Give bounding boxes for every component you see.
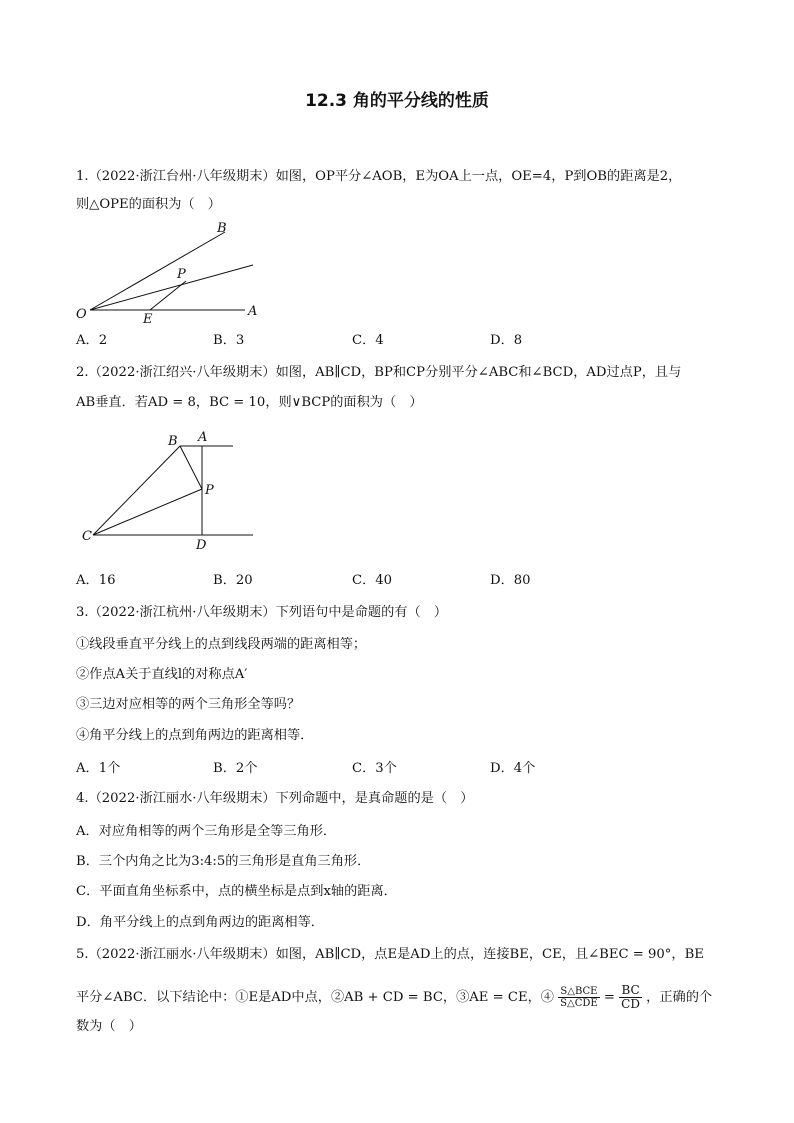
q2-stem-line1: 2.（2022·浙江绍兴·八年级期末）如图，AB∥CD，BP和CP分别平分∠ABC和∠BCD，AD过点P，且与 [76, 365, 682, 380]
q5-stem-line2-end: ，正确的个 [646, 990, 713, 1005]
q3-item-2: ②作点A关于直线l的对称点A′ [76, 667, 248, 682]
label-p: P [177, 267, 186, 282]
segment-bc [93, 446, 180, 535]
q4-option-a[interactable]: A．对应角相等的两个三角形是全等三角形． [76, 824, 337, 839]
label-p: P [205, 483, 214, 498]
q3-option-b[interactable]: B．2个 [213, 761, 258, 776]
segment-bp [180, 446, 202, 489]
label-o: O [76, 307, 87, 322]
q3-item-3: ③三边对应相等的两个三角形全等吗？ [76, 697, 301, 712]
page-title: 12.3 角的平分线的性质 [305, 91, 489, 111]
q2-option-b[interactable]: B．20 [213, 573, 253, 588]
ray-ob [90, 232, 225, 310]
q2-option-c[interactable]: C．40 [352, 573, 393, 588]
segment-pe [150, 281, 186, 310]
q2-option-a[interactable]: A．16 [76, 573, 116, 588]
q3-item-4: ④角平分线上的点到角两边的距离相等． [76, 728, 314, 743]
q2-stem-line2: AB垂直．若AD = 8，BC = 10，则∨BCP的面积为（ ） [76, 395, 423, 410]
q5-fraction-area-numerator: S△BCE [558, 986, 600, 998]
q1-option-d[interactable]: D．8 [490, 333, 523, 348]
q3-stem: 3.（2022·浙江杭州·八年级期末）下列语句中是命题的有（ ） [76, 605, 448, 620]
label-e: E [143, 312, 153, 327]
label-c: C [82, 529, 92, 544]
q2-figure [78, 425, 278, 565]
label-b: B [168, 434, 178, 449]
q5-stem-line2-text: 平分∠ABC．以下结论中：①E是AD中点，②AB + CD = BC，③AE = CE，④ [76, 990, 554, 1005]
q4-option-c[interactable]: C．平面直角坐标系中，点的横坐标是点到x轴的距离． [76, 884, 397, 899]
q4-option-d[interactable]: D．角平分线上的点到角两边的距离相等． [76, 915, 324, 930]
label-a: A [198, 430, 208, 445]
q5-stem-line1: 5.（2022·浙江丽水·八年级期末）如图，AB∥CD，点E是AD上的点，连接BE，CE，且∠BEC = 90°，BE [76, 947, 704, 962]
q5-stem-line2 [76, 984, 712, 1011]
q5-fraction-sides-numerator: BC [619, 984, 642, 998]
q5-equals-sign: = [603, 990, 615, 1005]
q3-option-a[interactable]: A．1个 [76, 761, 121, 776]
q3-option-d[interactable]: D．4个 [490, 761, 536, 776]
q3-item-1: ①线段垂直平分线上的点到线段两端的距离相等； [76, 637, 367, 652]
q1-option-a[interactable]: A．2 [76, 333, 108, 348]
q3-option-c[interactable]: C．3个 [352, 761, 397, 776]
q5-fraction-area-denominator: S△CDE [560, 998, 598, 1009]
q1-figure [70, 218, 270, 328]
q5-fraction-area [558, 986, 600, 1009]
label-d: D [196, 538, 207, 553]
q1-stem-line1: 1.（2022·浙江台州·八年级期末）如图，OP平分∠AOB，E为OA上一点，OE=4，P到OB的距离是2， [76, 169, 682, 184]
q1-stem-line2: 则△OPE的面积为（ ） [76, 197, 221, 212]
q5-fraction-sides-denominator: CD [621, 997, 640, 1011]
q1-option-b[interactable]: B．3 [213, 333, 245, 348]
segment-cp [93, 489, 202, 535]
ray-op [90, 265, 253, 310]
label-b: B [217, 221, 227, 236]
q1-option-c[interactable]: C．4 [352, 333, 384, 348]
q4-option-b[interactable]: B．三个内角之比为3:4:5的三角形是直角三角形． [76, 854, 371, 869]
label-a: A [248, 304, 258, 319]
q4-stem: 4.（2022·浙江丽水·八年级期末）下列命题中，是真命题的是（ ） [76, 791, 474, 806]
q5-stem-line3: 数为（ ） [76, 1019, 142, 1034]
q5-fraction-sides [619, 984, 642, 1011]
q2-option-d[interactable]: D．80 [490, 573, 531, 588]
